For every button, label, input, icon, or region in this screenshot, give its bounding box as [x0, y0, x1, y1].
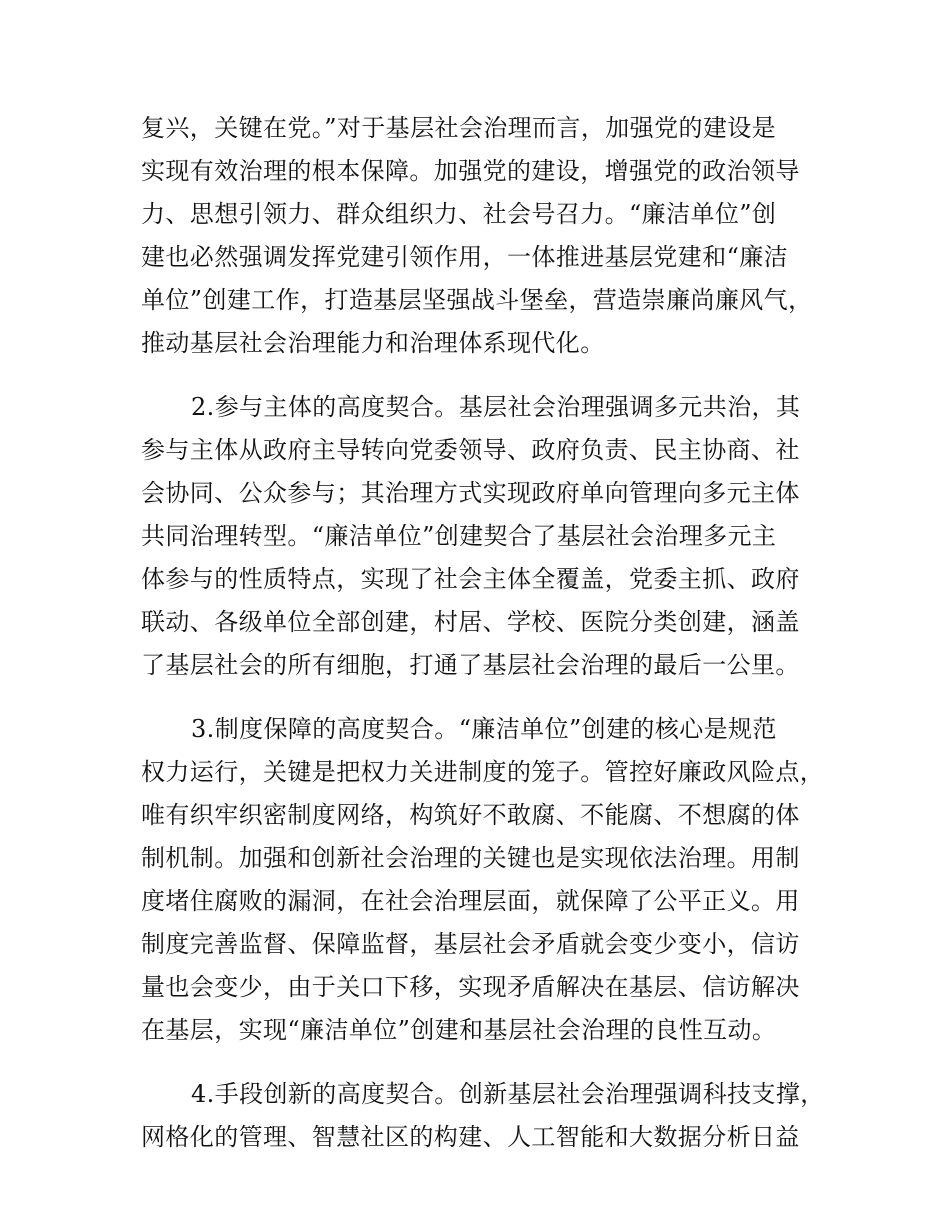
text-line: 推动基层社会治理能力和治理体系现代化。	[141, 329, 605, 357]
text-line: 了基层社会的所有细胞，打通了基层社会治理的最后一公里。	[141, 651, 800, 679]
paragraph	[141, 708, 825, 1052]
text-line: 度堵住腐败的漏洞，在社会治理层面，就保障了公平正义。用	[141, 887, 800, 915]
text-line: 网格化的管理、智慧社区的构建、人工智能和大数据分析日益	[141, 1123, 800, 1151]
text-line: 单位”创建工作，打造基层坚强战斗堡垒，营造崇廉尚廉风气，	[141, 286, 813, 314]
document-body	[141, 107, 825, 1159]
text-line: 量也会变少，由于关口下移，实现矛盾解决在基层、信访解决	[141, 973, 800, 1001]
text-line: 3.制度保障的高度契合。“廉洁单位”创建的核心是规范	[191, 715, 777, 743]
text-line: 制度完善监督、保障监督，基层社会矛盾就会变少变小，信访	[141, 930, 800, 958]
text-line: 参与主体从政府主导转向党委领导、政府负责、民主协商、社	[141, 436, 800, 464]
paragraph	[141, 107, 816, 365]
text-line: 体参与的性质特点，实现了社会主体全覆盖，党委主抓、政府	[141, 565, 800, 593]
text-line: 在基层，实现“廉洁单位”创建和基层社会治理的良性互动。	[141, 1016, 777, 1044]
text-line: 复兴，关键在党。”对于基层社会治理而言，加强党的建设是	[141, 114, 777, 142]
text-line: 力、思想引领力、群众组织力、社会号召力。“廉洁单位”创	[141, 200, 777, 228]
text-line: 唯有织牢织密制度网络，构筑好不敢腐、不能腐、不想腐的体	[141, 801, 800, 829]
text-line: 共同治理转型。“廉洁单位”创建契合了基层社会治理多元主	[141, 522, 777, 550]
paragraph	[141, 1073, 825, 1159]
text-line: 4.手段创新的高度契合。创新基层社会治理强调科技支撑，	[191, 1080, 825, 1108]
text-line: 实现有效治理的根本保障。加强党的建设，增强党的政治领导	[141, 157, 800, 185]
text-line: 会协同、公众参与；其治理方式实现政府单向管理向多元主体	[141, 479, 800, 507]
text-line: 制机制。加强和创新社会治理的关键也是实现依法治理。用制	[141, 844, 800, 872]
text-line: 权力运行，关键是把权力关进制度的笼子。管控好廉政风险点，	[141, 758, 825, 786]
text-line: 2.参与主体的高度契合。基层社会治理强调多元共治，其	[191, 393, 801, 421]
text-line: 联动、各级单位全部创建，村居、学校、医院分类创建，涵盖	[141, 608, 800, 636]
text-line: 建也必然强调发挥党建引领作用，一体推进基层党建和“廉洁	[141, 243, 789, 271]
paragraph	[141, 386, 816, 687]
